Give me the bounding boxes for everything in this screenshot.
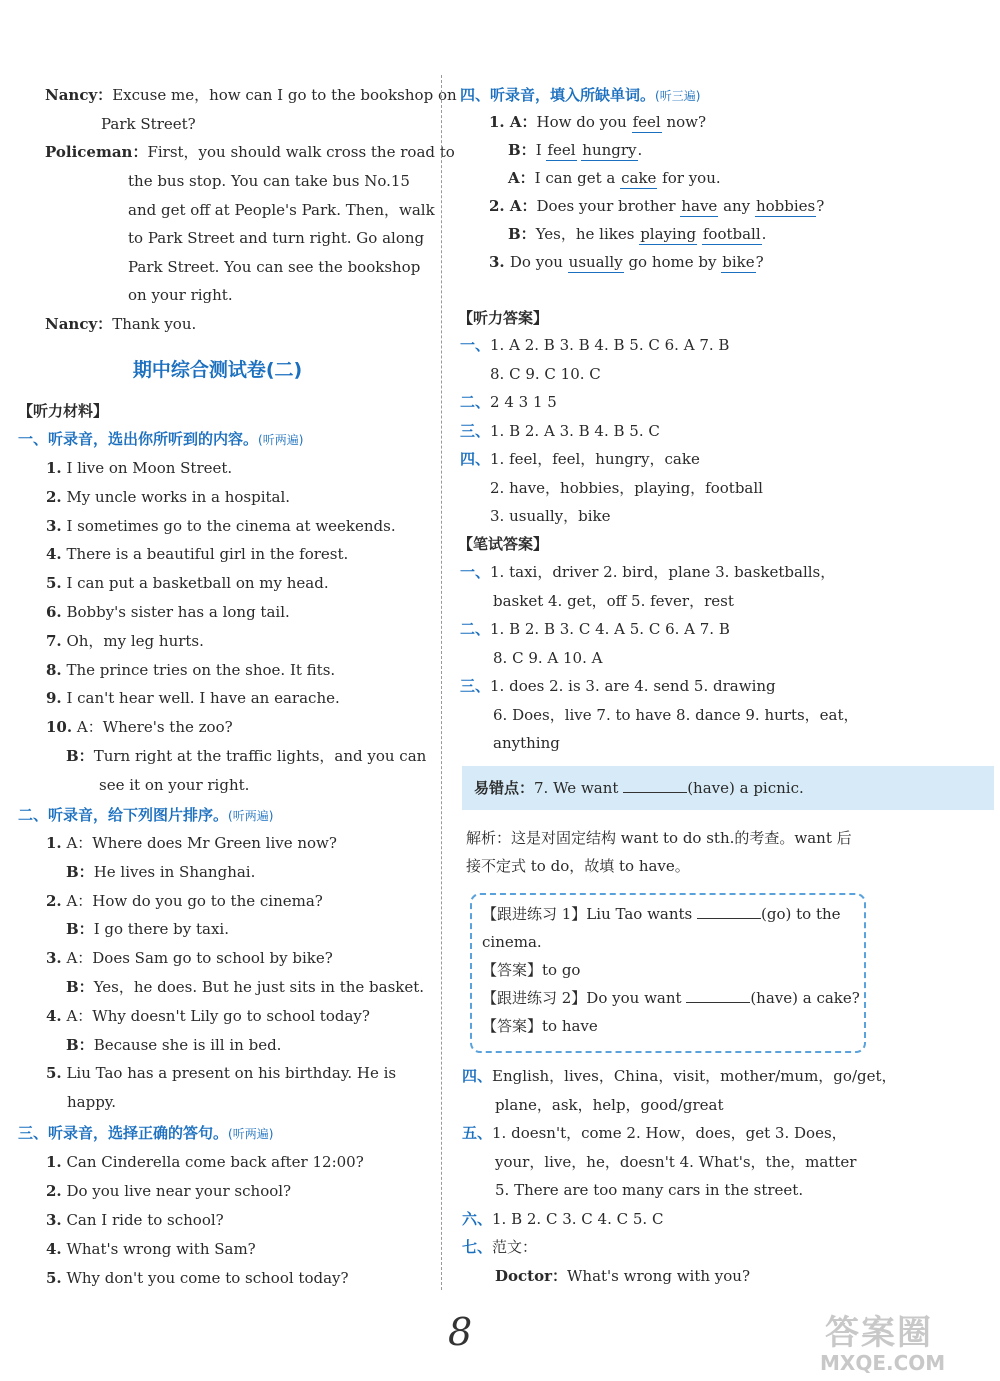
- item-text: Do you: [509, 253, 568, 271]
- item-text: I go there by taxi.: [93, 920, 230, 939]
- list-item: [46, 1268, 349, 1288]
- answer-line: [462, 1209, 663, 1229]
- list-item: [46, 1152, 364, 1172]
- item-number: 4.: [46, 545, 62, 564]
- item-text: Yes，he likes: [535, 225, 640, 243]
- section-4-title: 四、听录音，填入所缺单词。(听三遍): [460, 86, 701, 104]
- answer-text: 1. B 2. B 3. C 4. A 5. C 6. A 7. B: [490, 620, 730, 638]
- answer-label: 四、: [462, 1067, 493, 1085]
- item-number: 1.: [489, 113, 510, 131]
- test-title: 期中综合测试卷(二): [132, 359, 303, 381]
- list-item: [46, 1063, 396, 1083]
- list-item: [66, 919, 229, 939]
- list-item: [46, 891, 323, 911]
- dialogue-line: to Park Street and turn right. Go along: [128, 229, 425, 247]
- item-number: 4.: [46, 1240, 62, 1258]
- answer-line: [462, 1066, 897, 1086]
- answer-line: [493, 705, 859, 725]
- answer-text: 8. C 9. A 10. A: [493, 648, 603, 667]
- section-3-title: 三、听录音，选择正确的答句。(听两遍): [18, 1124, 274, 1142]
- list-item: [46, 1210, 224, 1230]
- answer-line: [460, 421, 660, 441]
- item-speaker: B：: [66, 920, 94, 939]
- item-speaker: B：: [66, 747, 94, 765]
- answer-line: [460, 449, 700, 469]
- answer-line: [460, 392, 557, 412]
- list-item: [46, 631, 204, 651]
- item-speaker: A：: [509, 113, 537, 131]
- answer-text: 1. feel，feel，hungry，cake: [490, 450, 700, 468]
- item-number: 6.: [46, 603, 62, 621]
- answer-line: [490, 506, 610, 526]
- answer-text: 2. have，hobbies，playing，football: [490, 478, 763, 497]
- item-text: What's wrong with Sam?: [61, 1240, 256, 1258]
- answer-line: [495, 1266, 750, 1286]
- item-text: .: [637, 141, 643, 159]
- written-answers-header: 【笔试答案】: [458, 535, 549, 553]
- answer-label: 三、: [460, 421, 491, 440]
- analysis-line: 接不定式 to do，故填 to have。: [466, 857, 690, 875]
- error-point-text: 易错点：7. We want (have) a picnic.: [474, 779, 804, 797]
- item-text: Turn right at the traffic lights，and you can: [93, 747, 427, 765]
- analysis-line: 解析：这是对固定结构 want to do sth.的考查。want 后: [466, 829, 852, 847]
- practice-text: 【答案】to go: [482, 961, 581, 979]
- answer-text: 1. doesn't，come 2. How，does，get 3. Does，: [492, 1124, 847, 1142]
- listening-material-header: 【听力材料】: [18, 402, 109, 420]
- answer-line: [462, 1123, 847, 1143]
- item-number: 5.: [46, 1064, 62, 1083]
- list-item: [99, 775, 249, 795]
- item-number: 2.: [46, 891, 62, 910]
- practice-text: (have) a cake?: [750, 989, 860, 1007]
- answer-label: 三、: [460, 677, 491, 695]
- answer-text: 1. does 2. is 3. are 4. send 5. drawing: [490, 677, 776, 695]
- filled-word: hobbies: [755, 197, 816, 215]
- list-item: [66, 862, 255, 882]
- answer-line: [495, 1180, 803, 1200]
- item-speaker: B：: [66, 978, 94, 996]
- item-text: now?: [661, 113, 707, 131]
- list-item: [46, 660, 335, 680]
- answer-line: [460, 335, 729, 355]
- item-number: 2.: [46, 487, 62, 506]
- item-text: I can't hear well. I have an earache.: [61, 689, 340, 708]
- item-text: for you.: [657, 169, 721, 187]
- list-item: [46, 573, 329, 593]
- item-text: He lives in Shanghai.: [93, 862, 256, 881]
- practice-box: [470, 893, 866, 1053]
- watermark-url: MXQE.COM: [820, 1351, 946, 1375]
- answer-label: 二、: [460, 620, 491, 638]
- item-number: 1.: [46, 459, 62, 477]
- item-text: Oh，my leg hurts.: [61, 631, 204, 650]
- answer-text: 3. usually，bike: [490, 507, 611, 525]
- answer-text: 范文：: [492, 1238, 538, 1256]
- item-text: Can Cinderella come back after 12:00?: [61, 1153, 364, 1171]
- item-text: A：Does Sam go to school by bike?: [61, 949, 333, 968]
- list-item: [66, 1035, 281, 1055]
- error-point-banner: [462, 766, 994, 810]
- item-text: Liu Tao has a present on his birthday. He is: [61, 1064, 397, 1083]
- list-item: [46, 602, 290, 622]
- fill-item: [508, 140, 642, 161]
- list-item: [46, 516, 396, 536]
- answer-text: 1. B 2. C 3. C 4. C 5. C: [492, 1209, 664, 1228]
- item-number: 5.: [46, 574, 62, 593]
- item-number: 8.: [46, 660, 62, 679]
- item-speaker: B：: [508, 141, 536, 159]
- answer-line: [462, 1237, 537, 1257]
- dialogue-line: Park Street?: [101, 115, 196, 133]
- item-text: ?: [755, 253, 764, 271]
- item-speaker: A：: [509, 197, 537, 215]
- practice-line: [482, 988, 860, 1008]
- answer-line: [493, 591, 734, 611]
- filled-word: feel: [632, 113, 661, 131]
- item-text: go home by: [623, 253, 722, 271]
- list-item: [46, 1181, 291, 1201]
- dialogue-line: on your right.: [128, 286, 233, 304]
- item-number: 1.: [46, 834, 62, 852]
- item-text: I: [535, 141, 547, 159]
- dialogue-line: the bus stop. You can take bus No.15: [128, 172, 410, 190]
- item-text: A：Where's the zoo?: [72, 718, 233, 737]
- answer-text: English，lives，China，visit，mother/mum，go/get，: [492, 1067, 897, 1085]
- item-text: There is a beautiful girl in the forest.: [61, 545, 349, 564]
- item-text: My uncle works in a hospital.: [61, 487, 291, 506]
- answer-line: [490, 478, 763, 498]
- list-item: [46, 1006, 370, 1026]
- dialogue-line: Nancy：Excuse me，how can I go to the bookshop on: [45, 86, 457, 104]
- item-text: I sometimes go to the cinema at weekends.: [61, 516, 396, 535]
- item-text: The prince tries on the shoe. It fits.: [61, 660, 336, 679]
- answer-blank: [697, 904, 761, 919]
- list-item: [46, 717, 233, 737]
- item-text: ?: [816, 197, 825, 215]
- filled-word: hungry: [582, 141, 637, 159]
- watermark: [815, 1305, 995, 1377]
- answer-label: 四、: [460, 450, 491, 468]
- item-number: 3.: [46, 949, 62, 968]
- listening-answers-header: 【听力答案】: [458, 309, 549, 327]
- dialogue-line: Policeman：First，you should walk cross the road to: [45, 143, 455, 161]
- item-text: I can put a basketball on my head.: [61, 574, 329, 593]
- list-item: [67, 1092, 116, 1112]
- practice-text: (go) to the: [761, 905, 841, 923]
- answer-text: basket 4. get，off 5. fever，rest: [493, 591, 734, 610]
- dialogue-line: and get off at People's Park. Then，walk: [128, 201, 435, 219]
- dialogue-speaker: Doctor：: [495, 1266, 567, 1285]
- filled-word: have: [681, 197, 718, 215]
- list-item: [46, 1239, 256, 1259]
- item-speaker: A：: [508, 169, 535, 187]
- fill-item: [508, 168, 721, 189]
- answer-text: 2 4 3 1 5: [490, 393, 557, 411]
- item-text: I live on Moon Street.: [61, 459, 233, 477]
- answer-label: 五、: [462, 1124, 493, 1142]
- item-text: A：How do you go to the cinema?: [61, 891, 323, 910]
- answer-text: 1. A 2. B 3. B 4. B 5. C 6. A 7. B: [490, 336, 730, 354]
- answer-blank: [686, 988, 750, 1003]
- answer-text: your，live，he，doesn't 4. What's，the，matter: [495, 1152, 857, 1171]
- fill-item: [489, 196, 824, 217]
- fill-item: [508, 224, 766, 245]
- list-item: [46, 833, 337, 853]
- item-text: A：Where does Mr Green live now?: [61, 834, 337, 852]
- watermark-logo: 答案圈: [825, 1313, 933, 1353]
- item-number: 3.: [46, 516, 62, 535]
- practice-text: 【跟进练习 1】Liu Tao wants: [482, 905, 698, 923]
- item-text: Because she is ill in bed.: [93, 1035, 282, 1054]
- item-text: Does your brother: [536, 197, 681, 215]
- answer-label: 六、: [462, 1209, 493, 1228]
- answer-text: 1. B 2. A 3. B 4. B 5. C: [490, 421, 660, 440]
- practice-text: cinema.: [482, 933, 542, 951]
- list-item: [46, 487, 290, 507]
- answer-line: [460, 619, 730, 639]
- item-number: 9.: [46, 689, 62, 708]
- item-number: 3.: [489, 253, 510, 271]
- dialogue-line: Park Street. You can see the bookshop: [128, 258, 421, 276]
- answer-line: [495, 1152, 856, 1172]
- answer-label: 二、: [460, 393, 491, 411]
- item-number: 10.: [46, 718, 73, 737]
- practice-text: 【答案】to have: [482, 1017, 598, 1035]
- item-text: How do you: [536, 113, 632, 131]
- filled-word: playing: [640, 225, 697, 243]
- filled-word: cake: [621, 169, 657, 187]
- item-text: .: [761, 225, 767, 243]
- filled-word: football: [702, 225, 761, 243]
- item-number: 2.: [489, 197, 510, 215]
- list-item: [46, 458, 232, 478]
- page-number: 8: [448, 1310, 473, 1354]
- item-text: Yes，he does. But he just sits in the basket.: [93, 978, 425, 996]
- answer-text: plane，ask，help，good/great: [495, 1095, 724, 1114]
- item-text: A：Why doesn't Lily go to school today?: [61, 1006, 370, 1025]
- answer-label: 七、: [462, 1238, 493, 1256]
- answer-line: [460, 676, 776, 696]
- item-number: 3.: [46, 1211, 62, 1229]
- practice-line: [482, 960, 580, 980]
- list-item: [66, 977, 424, 997]
- item-text: see it on your right.: [99, 775, 250, 794]
- item-number: 4.: [46, 1006, 62, 1025]
- item-number: 7.: [46, 631, 62, 650]
- item-text: happy.: [67, 1093, 117, 1112]
- item-speaker: B：: [508, 225, 536, 243]
- filled-word: feel: [547, 141, 576, 159]
- item-text: Why don't you come to school today?: [61, 1269, 349, 1287]
- answer-text: 6. Does，live 7. to have 8. dance 9. hurts，eat，: [493, 705, 859, 724]
- answer-line: [460, 562, 835, 582]
- answer-text: 8. C 9. C 10. C: [490, 364, 601, 383]
- item-text: Can I ride to school?: [61, 1211, 224, 1229]
- practice-line: [482, 904, 841, 924]
- answer-line: [493, 733, 560, 753]
- filled-word: bike: [722, 253, 755, 271]
- list-item: [46, 688, 340, 708]
- answer-line: [493, 648, 602, 668]
- item-text: I can get a: [534, 169, 621, 187]
- item-speaker: B：: [66, 862, 94, 881]
- item-number: 2.: [46, 1182, 62, 1200]
- dialogue-line: Nancy：Thank you.: [45, 315, 197, 333]
- item-text: Bobby's sister has a long tail.: [61, 603, 290, 621]
- answer-line: [495, 1095, 724, 1115]
- answer-text: anything: [493, 734, 560, 752]
- item-number: 1.: [46, 1153, 62, 1171]
- answer-text: What's wrong with you?: [566, 1266, 750, 1285]
- answer-line: [490, 364, 601, 384]
- list-item: [46, 948, 333, 968]
- practice-text: 【跟进练习 2】Do you want: [482, 989, 687, 1007]
- list-item: [66, 746, 426, 766]
- item-text: Do you live near your school?: [61, 1182, 292, 1200]
- fill-item: [489, 112, 706, 133]
- practice-line: [482, 932, 542, 952]
- item-text: any: [718, 197, 755, 215]
- filled-word: usually: [568, 253, 623, 271]
- column-divider: [441, 75, 442, 1290]
- answer-label: 一、: [460, 336, 491, 354]
- list-item: [46, 544, 348, 564]
- fill-item: [489, 252, 764, 273]
- answer-text: 1. taxi，driver 2. bird，plane 3. basketballs，: [490, 563, 836, 581]
- answer-label: 一、: [460, 563, 491, 581]
- answer-text: 5. There are too many cars in the street.: [495, 1181, 804, 1199]
- item-number: 5.: [46, 1269, 62, 1287]
- section-2-title: 二、听录音，给下列图片排序。(听两遍): [18, 806, 274, 824]
- section-1-title: 一、听录音，选出你所听到的内容。(听两遍): [18, 430, 304, 448]
- item-speaker: B：: [66, 1035, 94, 1054]
- practice-line: [482, 1016, 598, 1036]
